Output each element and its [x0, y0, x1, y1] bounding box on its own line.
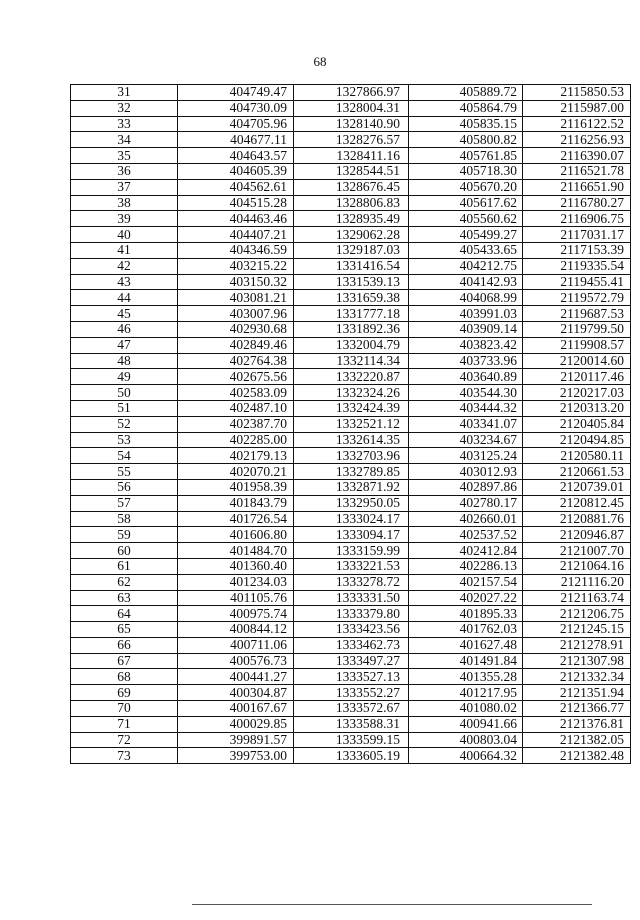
table-row — [71, 464, 631, 480]
coord-x1-cell: 403007.96 — [178, 306, 294, 322]
coord-x2-cell: 402412.84 — [409, 543, 523, 559]
coord-y1-cell: 1333331.50 — [294, 590, 409, 606]
table-row — [71, 290, 631, 306]
coord-y1-cell: 1327866.97 — [294, 85, 409, 101]
point-number-cell: 38 — [71, 195, 178, 211]
coord-x2-cell: 401491.84 — [409, 653, 523, 669]
coord-y1-cell: 1333159.99 — [294, 543, 409, 559]
coord-y1-cell: 1332114.34 — [294, 353, 409, 369]
coord-y2-cell: 2121376.81 — [523, 716, 631, 732]
table-row — [71, 669, 631, 685]
table-row — [71, 179, 631, 195]
point-number-cell: 68 — [71, 669, 178, 685]
table-row — [71, 495, 631, 511]
table-row — [71, 448, 631, 464]
coord-y2-cell: 2115987.00 — [523, 100, 631, 116]
coord-y1-cell: 1328935.49 — [294, 211, 409, 227]
coord-x2-cell: 402537.52 — [409, 527, 523, 543]
table-row — [71, 242, 631, 258]
coord-x2-cell: 401217.95 — [409, 685, 523, 701]
coord-y1-cell: 1333094.17 — [294, 527, 409, 543]
coord-y2-cell: 2120661.53 — [523, 464, 631, 480]
coord-y1-cell: 1333605.19 — [294, 748, 409, 764]
coord-x2-cell: 402897.86 — [409, 479, 523, 495]
point-number-cell: 50 — [71, 385, 178, 401]
table-row — [71, 100, 631, 116]
point-number-cell: 35 — [71, 148, 178, 164]
coord-y1-cell: 1332871.92 — [294, 479, 409, 495]
point-number-cell: 45 — [71, 306, 178, 322]
coord-x2-cell: 404212.75 — [409, 258, 523, 274]
coord-y2-cell: 2119335.54 — [523, 258, 631, 274]
coord-y2-cell: 2116780.27 — [523, 195, 631, 211]
coord-x2-cell: 403544.30 — [409, 385, 523, 401]
coord-y2-cell: 2120739.01 — [523, 479, 631, 495]
table-row — [71, 353, 631, 369]
coord-y1-cell: 1332789.85 — [294, 464, 409, 480]
point-number-cell: 70 — [71, 701, 178, 717]
coord-y2-cell: 2116651.90 — [523, 179, 631, 195]
coord-x1-cell: 402179.13 — [178, 448, 294, 464]
point-number-cell: 69 — [71, 685, 178, 701]
coord-y1-cell: 1333379.80 — [294, 606, 409, 622]
coord-x2-cell: 401355.28 — [409, 669, 523, 685]
point-number-cell: 73 — [71, 748, 178, 764]
coord-y1-cell: 1333423.56 — [294, 622, 409, 638]
coord-x2-cell: 401080.02 — [409, 701, 523, 717]
table-row — [71, 163, 631, 179]
table-row — [71, 732, 631, 748]
coord-x1-cell: 401234.03 — [178, 574, 294, 590]
point-number-cell: 60 — [71, 543, 178, 559]
coord-y2-cell: 2115850.53 — [523, 85, 631, 101]
coord-x2-cell: 402027.22 — [409, 590, 523, 606]
point-number-cell: 62 — [71, 574, 178, 590]
coord-x1-cell: 402285.00 — [178, 432, 294, 448]
coord-y1-cell: 1331892.36 — [294, 321, 409, 337]
table-row — [71, 511, 631, 527]
coord-y2-cell: 2121245.15 — [523, 622, 631, 638]
point-number-cell: 56 — [71, 479, 178, 495]
coord-y1-cell: 1328140.90 — [294, 116, 409, 132]
coord-x2-cell: 403444.32 — [409, 400, 523, 416]
point-number-cell: 47 — [71, 337, 178, 353]
coord-y2-cell: 2119572.79 — [523, 290, 631, 306]
point-number-cell: 46 — [71, 321, 178, 337]
coord-y2-cell: 2120812.45 — [523, 495, 631, 511]
table-row — [71, 637, 631, 653]
coord-y1-cell: 1333462.73 — [294, 637, 409, 653]
table-row — [71, 590, 631, 606]
coord-x1-cell: 404643.57 — [178, 148, 294, 164]
coord-y1-cell: 1328276.57 — [294, 132, 409, 148]
coord-y1-cell: 1332324.26 — [294, 385, 409, 401]
coord-x2-cell: 403341.07 — [409, 416, 523, 432]
coord-y1-cell: 1333527.13 — [294, 669, 409, 685]
table-row — [71, 227, 631, 243]
point-number-cell: 49 — [71, 369, 178, 385]
coord-x2-cell: 405889.72 — [409, 85, 523, 101]
coord-x2-cell: 402286.13 — [409, 558, 523, 574]
table-row — [71, 416, 631, 432]
coord-y2-cell: 2121382.48 — [523, 748, 631, 764]
coord-y2-cell: 2116122.52 — [523, 116, 631, 132]
point-number-cell: 42 — [71, 258, 178, 274]
coord-x2-cell: 405761.85 — [409, 148, 523, 164]
point-number-cell: 63 — [71, 590, 178, 606]
coord-x2-cell: 400803.04 — [409, 732, 523, 748]
coord-x1-cell: 400304.87 — [178, 685, 294, 701]
coord-x2-cell: 403991.03 — [409, 306, 523, 322]
coord-x2-cell: 403234.67 — [409, 432, 523, 448]
coord-y2-cell: 2121382.05 — [523, 732, 631, 748]
table-row — [71, 479, 631, 495]
coord-x1-cell: 399753.00 — [178, 748, 294, 764]
coord-y1-cell: 1332004.79 — [294, 337, 409, 353]
coord-x1-cell: 401606.80 — [178, 527, 294, 543]
table-row — [71, 653, 631, 669]
coord-y1-cell: 1333552.27 — [294, 685, 409, 701]
coord-y2-cell: 2116521.78 — [523, 163, 631, 179]
coord-x1-cell: 401958.39 — [178, 479, 294, 495]
point-number-cell: 65 — [71, 622, 178, 638]
table-row — [71, 716, 631, 732]
coord-y2-cell: 2121064.16 — [523, 558, 631, 574]
coord-y2-cell: 2119455.41 — [523, 274, 631, 290]
point-number-cell: 72 — [71, 732, 178, 748]
point-number-cell: 51 — [71, 400, 178, 416]
coord-y1-cell: 1332950.05 — [294, 495, 409, 511]
coord-y1-cell: 1328676.45 — [294, 179, 409, 195]
point-number-cell: 52 — [71, 416, 178, 432]
table-row — [71, 400, 631, 416]
point-number-cell: 44 — [71, 290, 178, 306]
coord-x1-cell: 402487.10 — [178, 400, 294, 416]
coordinates-table — [70, 84, 631, 764]
coord-y2-cell: 2121278.91 — [523, 637, 631, 653]
point-number-cell: 31 — [71, 85, 178, 101]
coord-x1-cell: 400975.74 — [178, 606, 294, 622]
coord-y2-cell: 2121163.74 — [523, 590, 631, 606]
coord-y1-cell: 1331659.38 — [294, 290, 409, 306]
point-number-cell: 66 — [71, 637, 178, 653]
point-number-cell: 43 — [71, 274, 178, 290]
coord-x1-cell: 402387.70 — [178, 416, 294, 432]
table-row — [71, 701, 631, 717]
coord-x2-cell: 402157.54 — [409, 574, 523, 590]
coord-y2-cell: 2120405.84 — [523, 416, 631, 432]
coord-x2-cell: 405670.20 — [409, 179, 523, 195]
coord-y2-cell: 2117031.17 — [523, 227, 631, 243]
table-row — [71, 622, 631, 638]
coord-y1-cell: 1328806.83 — [294, 195, 409, 211]
coord-x2-cell: 405718.30 — [409, 163, 523, 179]
point-number-cell: 48 — [71, 353, 178, 369]
point-number-cell: 58 — [71, 511, 178, 527]
coord-x2-cell: 405499.27 — [409, 227, 523, 243]
coord-y2-cell: 2119687.53 — [523, 306, 631, 322]
coord-x1-cell: 402675.56 — [178, 369, 294, 385]
coord-x2-cell: 403640.89 — [409, 369, 523, 385]
coord-x2-cell: 403125.24 — [409, 448, 523, 464]
coord-y2-cell: 2120014.60 — [523, 353, 631, 369]
coord-x2-cell: 405800.82 — [409, 132, 523, 148]
table-row — [71, 337, 631, 353]
coord-x2-cell: 404068.99 — [409, 290, 523, 306]
coord-x1-cell: 401105.76 — [178, 590, 294, 606]
coord-y2-cell: 2119799.50 — [523, 321, 631, 337]
coord-x1-cell: 400711.06 — [178, 637, 294, 653]
coord-x1-cell: 404605.39 — [178, 163, 294, 179]
point-number-cell: 32 — [71, 100, 178, 116]
coord-x1-cell: 400844.12 — [178, 622, 294, 638]
coord-y2-cell: 2121206.75 — [523, 606, 631, 622]
bottom-divider — [192, 904, 592, 905]
table-row — [71, 748, 631, 764]
coord-y2-cell: 2120217.03 — [523, 385, 631, 401]
coord-x1-cell: 404463.46 — [178, 211, 294, 227]
point-number-cell: 41 — [71, 242, 178, 258]
coord-x1-cell: 400167.67 — [178, 701, 294, 717]
table-row — [71, 85, 631, 101]
coord-y1-cell: 1331539.13 — [294, 274, 409, 290]
coord-x1-cell: 404705.96 — [178, 116, 294, 132]
table-row — [71, 606, 631, 622]
coord-x1-cell: 402849.46 — [178, 337, 294, 353]
coordinates-table-container — [70, 84, 631, 764]
coord-x1-cell: 400576.73 — [178, 653, 294, 669]
table-row — [71, 211, 631, 227]
coord-y2-cell: 2120881.76 — [523, 511, 631, 527]
table-row — [71, 274, 631, 290]
coord-x2-cell: 401627.48 — [409, 637, 523, 653]
table-row — [71, 432, 631, 448]
coord-x1-cell: 404562.61 — [178, 179, 294, 195]
coord-y2-cell: 2120494.85 — [523, 432, 631, 448]
coord-y1-cell: 1331416.54 — [294, 258, 409, 274]
coord-y1-cell: 1332521.12 — [294, 416, 409, 432]
coord-x2-cell: 405433.65 — [409, 242, 523, 258]
point-number-cell: 53 — [71, 432, 178, 448]
coord-y2-cell: 2119908.57 — [523, 337, 631, 353]
point-number-cell: 61 — [71, 558, 178, 574]
coord-x1-cell: 403215.22 — [178, 258, 294, 274]
coord-x1-cell: 404730.09 — [178, 100, 294, 116]
coord-y1-cell: 1332220.87 — [294, 369, 409, 385]
coord-y2-cell: 2121351.94 — [523, 685, 631, 701]
coord-y1-cell: 1328411.16 — [294, 148, 409, 164]
coord-y2-cell: 2121366.77 — [523, 701, 631, 717]
coord-y2-cell: 2120580.11 — [523, 448, 631, 464]
coord-y1-cell: 1333024.17 — [294, 511, 409, 527]
coord-y1-cell: 1333221.53 — [294, 558, 409, 574]
coord-x2-cell: 405617.62 — [409, 195, 523, 211]
coord-y2-cell: 2121007.70 — [523, 543, 631, 559]
point-number-cell: 34 — [71, 132, 178, 148]
coord-x1-cell: 402930.68 — [178, 321, 294, 337]
coord-x2-cell: 405560.62 — [409, 211, 523, 227]
point-number-cell: 64 — [71, 606, 178, 622]
coord-y1-cell: 1328004.31 — [294, 100, 409, 116]
table-row — [71, 132, 631, 148]
point-number-cell: 33 — [71, 116, 178, 132]
coord-x1-cell: 402070.21 — [178, 464, 294, 480]
point-number-cell: 39 — [71, 211, 178, 227]
coord-x2-cell: 400941.66 — [409, 716, 523, 732]
coord-x1-cell: 404515.28 — [178, 195, 294, 211]
point-number-cell: 59 — [71, 527, 178, 543]
coord-y1-cell: 1333572.67 — [294, 701, 409, 717]
coord-y1-cell: 1328544.51 — [294, 163, 409, 179]
table-row — [71, 369, 631, 385]
coord-y1-cell: 1333588.31 — [294, 716, 409, 732]
coord-x1-cell: 404346.59 — [178, 242, 294, 258]
coord-x2-cell: 401895.33 — [409, 606, 523, 622]
table-row — [71, 558, 631, 574]
coord-x2-cell: 402780.17 — [409, 495, 523, 511]
point-number-cell: 40 — [71, 227, 178, 243]
coord-x1-cell: 400029.85 — [178, 716, 294, 732]
coord-x2-cell: 400664.32 — [409, 748, 523, 764]
coord-x1-cell: 404749.47 — [178, 85, 294, 101]
coord-x1-cell: 400441.27 — [178, 669, 294, 685]
coord-y1-cell: 1332703.96 — [294, 448, 409, 464]
coord-y1-cell: 1332614.35 — [294, 432, 409, 448]
coord-y2-cell: 2120117.46 — [523, 369, 631, 385]
coord-y1-cell: 1332424.39 — [294, 400, 409, 416]
table-row — [71, 543, 631, 559]
point-number-cell: 55 — [71, 464, 178, 480]
coord-x2-cell: 403733.96 — [409, 353, 523, 369]
coord-y2-cell: 2116906.75 — [523, 211, 631, 227]
coord-x2-cell: 405835.15 — [409, 116, 523, 132]
table-row — [71, 258, 631, 274]
coord-y1-cell: 1333278.72 — [294, 574, 409, 590]
coord-x2-cell: 404142.93 — [409, 274, 523, 290]
coord-x1-cell: 402764.38 — [178, 353, 294, 369]
coord-y2-cell: 2117153.39 — [523, 242, 631, 258]
coord-x1-cell: 401726.54 — [178, 511, 294, 527]
point-number-cell: 37 — [71, 179, 178, 195]
coord-y1-cell: 1329187.03 — [294, 242, 409, 258]
coord-x2-cell: 403909.14 — [409, 321, 523, 337]
coord-y2-cell: 2116256.93 — [523, 132, 631, 148]
table-row — [71, 385, 631, 401]
point-number-cell: 67 — [71, 653, 178, 669]
coord-x2-cell: 403012.93 — [409, 464, 523, 480]
coord-y2-cell: 2120313.20 — [523, 400, 631, 416]
point-number-cell: 71 — [71, 716, 178, 732]
point-number-cell: 54 — [71, 448, 178, 464]
point-number-cell: 36 — [71, 163, 178, 179]
coord-x1-cell: 401484.70 — [178, 543, 294, 559]
coord-x2-cell: 405864.79 — [409, 100, 523, 116]
coord-x1-cell: 403150.32 — [178, 274, 294, 290]
table-row — [71, 321, 631, 337]
coord-x1-cell: 404407.21 — [178, 227, 294, 243]
page-number: 68 — [313, 54, 327, 69]
coord-y1-cell: 1333497.27 — [294, 653, 409, 669]
coord-x1-cell: 402583.09 — [178, 385, 294, 401]
coord-y2-cell: 2116390.07 — [523, 148, 631, 164]
coord-y2-cell: 2121332.34 — [523, 669, 631, 685]
table-row — [71, 574, 631, 590]
coord-x1-cell: 399891.57 — [178, 732, 294, 748]
table-row — [71, 527, 631, 543]
coord-y2-cell: 2121116.20 — [523, 574, 631, 590]
coord-x2-cell: 401762.03 — [409, 622, 523, 638]
coord-x1-cell: 403081.21 — [178, 290, 294, 306]
coord-x1-cell: 401843.79 — [178, 495, 294, 511]
point-number-cell: 57 — [71, 495, 178, 511]
coord-y2-cell: 2120946.87 — [523, 527, 631, 543]
table-row — [71, 306, 631, 322]
coord-y1-cell: 1329062.28 — [294, 227, 409, 243]
coord-x2-cell: 402660.01 — [409, 511, 523, 527]
coord-y1-cell: 1331777.18 — [294, 306, 409, 322]
coord-y1-cell: 1333599.15 — [294, 732, 409, 748]
coord-y2-cell: 2121307.98 — [523, 653, 631, 669]
coord-x2-cell: 403823.42 — [409, 337, 523, 353]
table-row — [71, 148, 631, 164]
table-row — [71, 195, 631, 211]
table-row — [71, 685, 631, 701]
coord-x1-cell: 401360.40 — [178, 558, 294, 574]
table-row — [71, 116, 631, 132]
coord-x1-cell: 404677.11 — [178, 132, 294, 148]
coordinates-table-body — [71, 85, 631, 764]
